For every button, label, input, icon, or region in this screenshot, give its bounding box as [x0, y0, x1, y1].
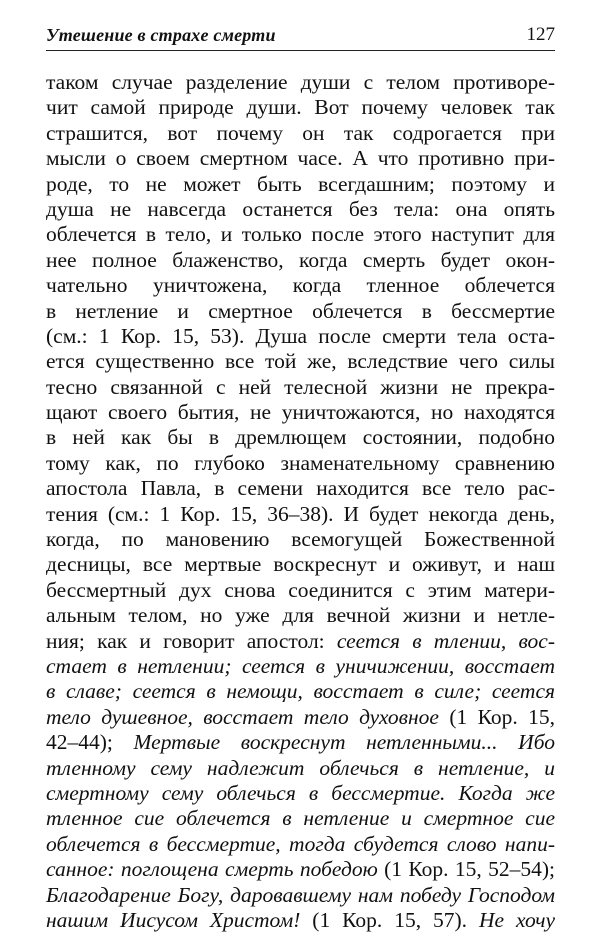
- header-rule: [46, 50, 555, 51]
- text-line: [46, 578, 555, 603]
- text-segment: нее полное блаженство, когда смерть будет окон-: [46, 247, 555, 272]
- text-line: [46, 172, 555, 197]
- text-line: [46, 857, 555, 882]
- text-line: [46, 248, 555, 273]
- italic-quote-segment: стает в нетлении; сеется в уничижении, восстает: [46, 653, 555, 678]
- text-segment: в нетление и смертное облечется в бессмертие: [46, 298, 555, 323]
- text-line: [46, 527, 555, 552]
- text-segment: (1 Кор. 15,: [438, 704, 555, 729]
- text-segment: когда, по мановению всемогущей Божественной: [46, 527, 555, 552]
- text-segment: десницы, все мертвые воскреснут и оживут, и наш: [46, 552, 555, 577]
- text-line: [46, 476, 555, 501]
- text-line: [46, 400, 555, 425]
- text-line: [46, 299, 555, 324]
- text-segment: таком случае разделение души с телом противоре-: [46, 70, 555, 94]
- text-segment: страшится, вот почему он так содрогается при: [46, 120, 555, 145]
- italic-quote-segment: тленному сему надлежит облечься в нетление, и: [46, 755, 555, 780]
- text-segment: (см.: 1 Кор. 15, 53). Душа после смерти тела оста-: [46, 323, 555, 348]
- italic-quote-segment: санное: поглощена смерть победою: [46, 857, 378, 882]
- text-line: [46, 324, 555, 349]
- text-segment: тения (см.: 1 Кор. 15, 36–38). И будет некогда день,: [46, 501, 555, 526]
- text-line: [46, 273, 555, 298]
- text-line: [46, 375, 555, 400]
- text-line: [46, 603, 555, 628]
- text-segment: чит самой природе души. Вот почему человек так: [46, 95, 555, 120]
- text-line: [46, 730, 555, 755]
- running-title: Утешение в страхе смерти: [46, 25, 276, 45]
- text-line: [46, 806, 555, 831]
- text-segment: апостола Павла, в семени находится все тело рас-: [46, 476, 555, 501]
- text-line: [46, 146, 555, 171]
- text-segment: в ней как бы в дремлющем состоянии, подобно: [46, 425, 555, 450]
- text-segment: (1 Кор. 15, 57).: [300, 907, 479, 932]
- text-line: [46, 425, 555, 450]
- text-segment: щают своего бытия, не уничтожаются, но находятся: [46, 400, 555, 425]
- italic-quote-segment: нашим Иисусом Христом!: [46, 907, 301, 932]
- text-line: [46, 70, 555, 95]
- italic-quote-segment: смертному сему облечься в бессмертие. Когда же: [46, 780, 555, 805]
- text-line: [46, 908, 555, 933]
- text-segment: 42–44);: [46, 730, 134, 755]
- italic-quote-segment: сеется в тлении, вос-: [336, 628, 555, 653]
- text-segment: роде, то не может быть всегдашним; поэтому и: [46, 171, 555, 196]
- text-line: [46, 832, 555, 857]
- text-line: [46, 629, 555, 654]
- text-line: [46, 349, 555, 374]
- text-line: [46, 679, 555, 704]
- text-line: [46, 95, 555, 120]
- text-segment: мысли о своем смертном часе. А что противно при-: [46, 146, 555, 171]
- italic-quote-segment: тело душевное, восстает тело духовное: [46, 704, 439, 729]
- italic-quote-segment: в славе; сеется в немощи, восстает в силе; сеется: [46, 679, 555, 704]
- text-segment: альным телом, но уже для вечной жизни и нетле-: [46, 603, 555, 628]
- text-segment: облечется в тело, и только после этого наступит для: [46, 222, 555, 247]
- running-head: [46, 22, 555, 48]
- page-number: 127: [526, 24, 555, 45]
- italic-quote-segment: Мертвые воскреснут нетленными... Ибо: [133, 730, 555, 755]
- text-segment: бессмертный дух снова соединится с этим матери-: [46, 577, 555, 602]
- text-line: [46, 222, 555, 247]
- text-line: [46, 781, 555, 806]
- text-line: [46, 197, 555, 222]
- text-line: [46, 552, 555, 577]
- text-segment: чательно уничтожена, когда тленное облечется: [46, 273, 555, 298]
- body-text: [46, 70, 555, 933]
- text-line: [46, 121, 555, 146]
- italic-quote-segment: тленное сие облечется в нетление и смертное сие: [46, 806, 555, 831]
- italic-quote-segment: облечется в бессмертие, тогда сбудется слово напи-: [46, 831, 555, 856]
- text-segment: тому как, по глубоко знаменательному сравнению: [46, 450, 555, 475]
- text-line: [46, 705, 555, 730]
- text-line: [46, 502, 555, 527]
- text-line: [46, 756, 555, 781]
- italic-quote-segment: Не хочу: [479, 907, 555, 932]
- text-line: [46, 883, 555, 908]
- italic-quote-segment: Благодарение Богу, даровавшему нам победу Господом: [46, 882, 555, 907]
- text-segment: (1 Кор. 15, 52–54);: [377, 857, 555, 882]
- text-line: [46, 654, 555, 679]
- text-line: [46, 451, 555, 476]
- text-segment: ния; как и говорит апостол:: [46, 628, 337, 653]
- text-segment: тесно связанной с ней телесной жизни не прекра-: [46, 374, 555, 399]
- text-segment: ется существенно все той же, вследствие чего силы: [46, 349, 555, 374]
- text-segment: душа не навсегда останется без тела: она опять: [46, 196, 555, 221]
